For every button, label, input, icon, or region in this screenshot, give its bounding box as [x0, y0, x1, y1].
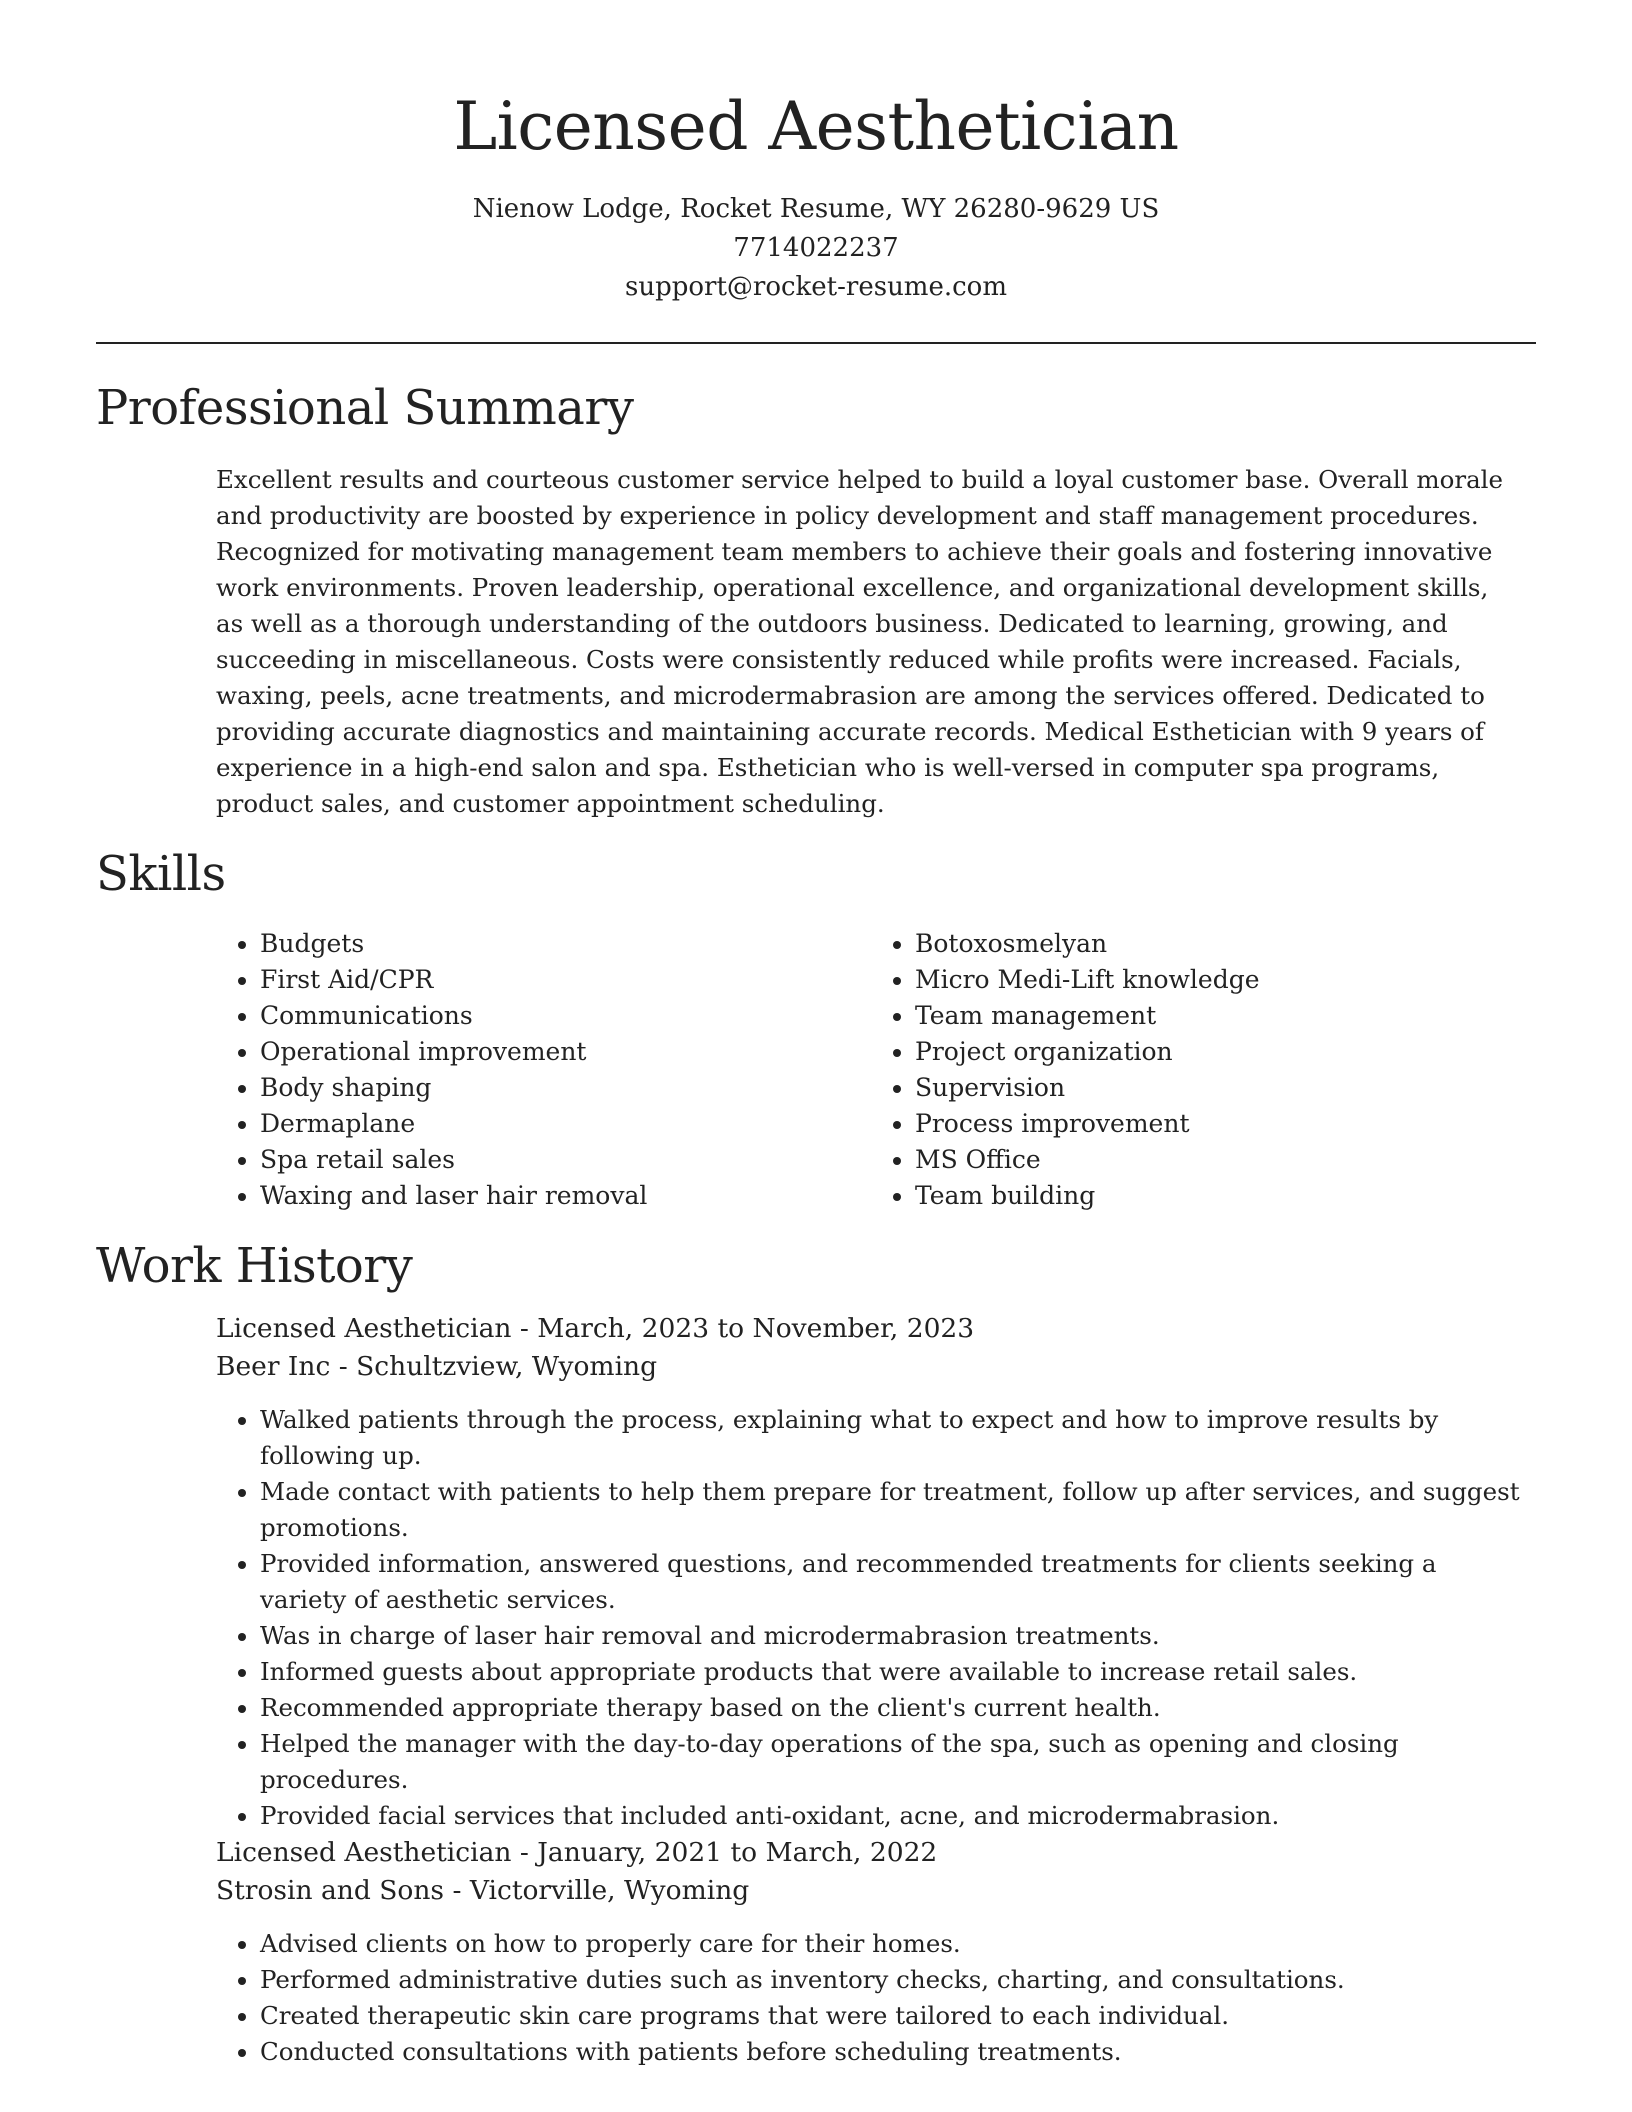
job-title-line: Licensed Aesthetician - March, 2023 to November, 2023 [216, 1313, 975, 1344]
duty-item: • Made contact with patients to help them prepare for treatment, follow up after services, and suggest promotions. [260, 1474, 1526, 1546]
skill-item: • Budgets [260, 926, 871, 962]
address: Nienow Lodge, Rocket Resume, WY 26280-9629 US [472, 194, 1160, 224]
duty-item: • Recommended appropriate therapy based on the client's current health. [260, 1690, 1526, 1726]
skills-heading: Skills [96, 846, 226, 902]
job-title-line: Licensed Aesthetician - January, 2021 to March, 2022 [216, 1837, 938, 1868]
company-location: Schultzview, Wyoming [356, 1351, 658, 1382]
skill-item: • Team management [915, 998, 1526, 1034]
skill-item: • Waxing and laser hair removal [260, 1178, 871, 1214]
contact-info [0, 190, 1632, 307]
company-name: Beer Inc [216, 1351, 331, 1382]
candidate-name: Licensed Aesthetician [453, 88, 1179, 165]
job-entry [216, 1834, 1526, 2070]
skill-item: • Supervision [915, 1070, 1526, 1106]
job-company-line: Beer Inc - Schultzview, Wyoming [216, 1351, 658, 1382]
skill-item: • Communications [260, 998, 871, 1034]
job-duties [216, 1926, 1526, 2070]
summary-text: Excellent results and courteous customer service helped to build a loyal customer base. Overall morale and productivity are boosted by experience in policy development and staff management procedures. Recognized for motivating management team members to achieve their goals and fostering innovative work environments. Proven leadership, operational excellence, and organizational development skills, as well as a thorough understanding of the outdoors business. Dedicated to learning, growing, and succeeding in miscellaneous. Costs were consistently reduced while profits were increased. Facials, waxing, peels, acne treatments, and microdermabrasion are among the services offered. Dedicated to providing accurate diagnostics and maintaining accurate records. Medical Esthetician with 9 years of experience in a high-end salon and spa. Esthetician who is well-versed in computer spa programs, product sales, and customer appointment scheduling. [216, 465, 1504, 818]
skill-item: • Project organization [915, 1034, 1526, 1070]
skill-item: • First Aid/CPR [260, 962, 871, 998]
company-location: Victorville, Wyoming [469, 1875, 750, 1906]
duty-item: • Advised clients on how to properly care for their homes. [260, 1926, 1526, 1962]
duty-item: • Performed administrative duties such as inventory checks, charting, and consultations. [260, 1962, 1526, 1998]
duty-item: • Helped the manager with the day-to-day operations of the spa, such as opening and closing procedures. [260, 1726, 1526, 1798]
work-history-heading: Work History [96, 1238, 413, 1294]
duty-item: • Walked patients through the process, explaining what to expect and how to improve results by following up. [260, 1402, 1526, 1474]
skill-item: • MS Office [915, 1142, 1526, 1178]
job-entry [216, 1310, 1526, 1834]
skills-column-right [871, 926, 1526, 1214]
skills-column-left [216, 926, 871, 1214]
skills-list [216, 926, 1526, 1214]
job-dates: January, 2021 to March, 2022 [537, 1837, 938, 1868]
duty-item: • Was in charge of laser hair removal and microdermabrasion treatments. [260, 1618, 1526, 1654]
job-title: Licensed Aesthetician [216, 1837, 512, 1868]
duty-item: • Conducted consultations with patients before scheduling treatments. [260, 2034, 1526, 2070]
skill-item: • Body shaping [260, 1070, 871, 1106]
job-company-line: Strosin and Sons - Victorville, Wyoming [216, 1875, 750, 1906]
email: support@rocket-resume.com [624, 272, 1007, 302]
skill-item: • Team building [915, 1178, 1526, 1214]
job-title: Licensed Aesthetician [216, 1313, 512, 1344]
job-dates: March, 2023 to November, 2023 [537, 1313, 975, 1344]
job-duties [216, 1402, 1526, 1834]
skill-item: • Spa retail sales [260, 1142, 871, 1178]
duty-item: • Provided facial services that included anti-oxidant, acne, and microdermabrasion. [260, 1798, 1526, 1834]
skill-item: • Micro Medi-Lift knowledge [915, 962, 1526, 998]
skill-item: • Operational improvement [260, 1034, 871, 1070]
header-divider [96, 342, 1536, 344]
skill-item: • Botoxosmelyan [915, 926, 1526, 962]
skill-item: • Process improvement [915, 1106, 1526, 1142]
duty-item: • Created therapeutic skin care programs that were tailored to each individual. [260, 1998, 1526, 2034]
duty-item: • Provided information, answered questions, and recommended treatments for clients seeking a variety of aesthetic services. [260, 1546, 1526, 1618]
summary-heading: Professional Summary [96, 380, 634, 436]
duty-item: • Informed guests about appropriate products that were available to increase retail sales. [260, 1654, 1526, 1690]
resume-header [0, 0, 1632, 307]
skill-item: • Dermaplane [260, 1106, 871, 1142]
phone: 7714022237 [733, 233, 899, 263]
company-name: Strosin and Sons [216, 1875, 445, 1906]
